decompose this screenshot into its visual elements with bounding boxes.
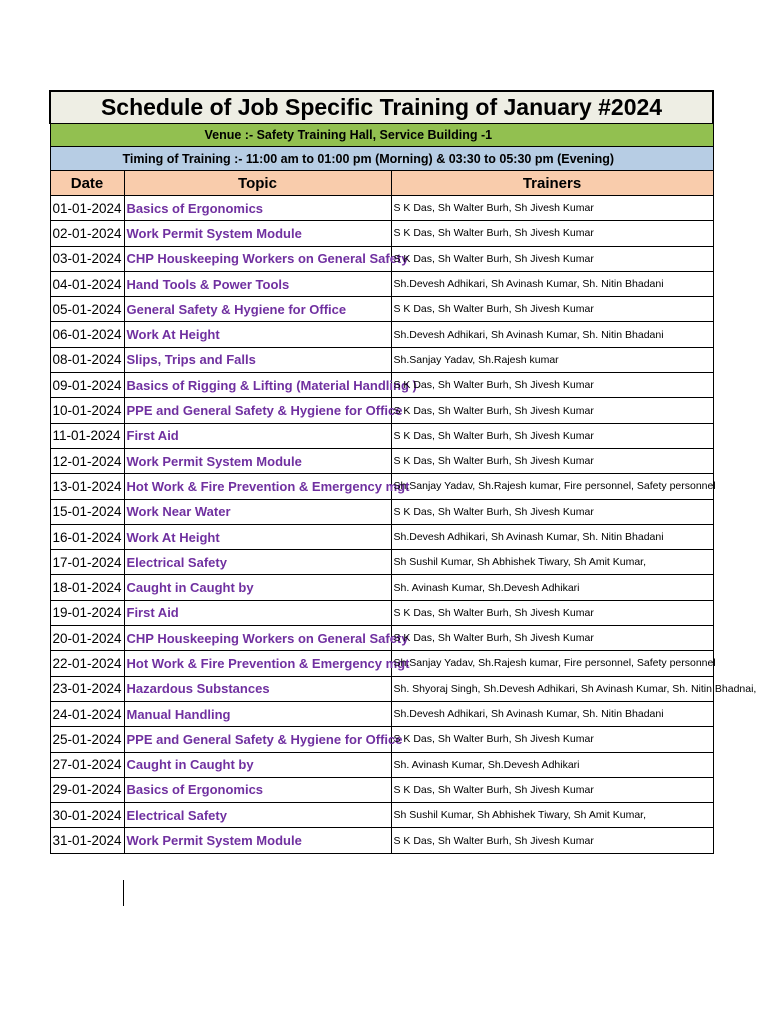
date-cell: 12-01-2024 xyxy=(50,448,124,473)
trainers-cell: S K Das, Sh Walter Burh, Sh Jivesh Kumar xyxy=(391,196,713,221)
trainers-cell: Sh.Devesh Adhikari, Sh Avinash Kumar, Sh. Nitin Bhadani xyxy=(391,524,713,549)
table-row xyxy=(50,271,713,296)
trainers-cell: S K Das, Sh Walter Burh, Sh Jivesh Kumar xyxy=(391,246,713,271)
topic-cell: Work At Height xyxy=(124,524,391,549)
topic-cell: Work Permit System Module xyxy=(124,828,391,853)
table-row xyxy=(50,651,713,676)
table-row xyxy=(50,626,713,651)
topic-cell: General Safety & Hygiene for Office xyxy=(124,297,391,322)
trainers-cell: S K Das, Sh Walter Burh, Sh Jivesh Kumar xyxy=(391,221,713,246)
timing-text: Timing of Training :- 11:00 am to 01:00 pm (Morning) & 03:30 to 05:30 pm (Evening) xyxy=(50,147,713,171)
trainers-cell: S K Das, Sh Walter Burh, Sh Jivesh Kumar xyxy=(391,777,713,802)
topic-cell: Manual Handling xyxy=(124,701,391,726)
date-cell: 04-01-2024 xyxy=(50,271,124,296)
date-header: Date xyxy=(50,171,124,196)
trainers-cell: Sh.Sanjay Yadav, Sh.Rajesh kumar xyxy=(391,347,713,372)
trainers-cell: S K Das, Sh Walter Burh, Sh Jivesh Kumar xyxy=(391,626,713,651)
table-row xyxy=(50,221,713,246)
table-row xyxy=(50,676,713,701)
table-row xyxy=(50,752,713,777)
topic-cell: Hand Tools & Power Tools xyxy=(124,271,391,296)
date-cell: 01-01-2024 xyxy=(50,196,124,221)
date-cell: 08-01-2024 xyxy=(50,347,124,372)
table-row xyxy=(50,524,713,549)
schedule-table-body xyxy=(50,91,757,853)
table-row xyxy=(50,474,713,499)
trainers-cell: S K Das, Sh Walter Burh, Sh Jivesh Kumar xyxy=(391,727,713,752)
title-row xyxy=(50,91,713,124)
date-cell: 27-01-2024 xyxy=(50,752,124,777)
table-row xyxy=(50,803,713,828)
trainers-cell: Sh.Sanjay Yadav, Sh.Rajesh kumar, Fire personnel, Safety personnel xyxy=(391,474,713,499)
date-cell: 17-01-2024 xyxy=(50,550,124,575)
trainers-cell: S K Das, Sh Walter Burh, Sh Jivesh Kumar xyxy=(391,373,713,398)
venue-text: Venue :- Safety Training Hall, Service Building -1 xyxy=(50,124,713,147)
table-row xyxy=(50,828,713,853)
date-cell: 29-01-2024 xyxy=(50,777,124,802)
date-cell: 31-01-2024 xyxy=(50,828,124,853)
topic-cell: Hot Work & Fire Prevention & Emergency mgt xyxy=(124,651,391,676)
date-cell: 30-01-2024 xyxy=(50,803,124,828)
topic-cell: Hot Work & Fire Prevention & Emergency mgt xyxy=(124,474,391,499)
topic-cell: Work Permit System Module xyxy=(124,448,391,473)
topic-cell: Caught in Caught by xyxy=(124,752,391,777)
date-cell: 16-01-2024 xyxy=(50,524,124,549)
trainers-cell: S K Das, Sh Walter Burh, Sh Jivesh Kumar xyxy=(391,499,713,524)
topic-cell: Electrical Safety xyxy=(124,550,391,575)
trainers-cell: Sh. Shyoraj Singh, Sh.Devesh Adhikari, Sh Avinash Kumar, Sh. Nitin Bhadnai, xyxy=(391,676,713,701)
table-row xyxy=(50,499,713,524)
trainers-cell: S K Das, Sh Walter Burh, Sh Jivesh Kumar xyxy=(391,828,713,853)
topic-cell: Work At Height xyxy=(124,322,391,347)
trainers-cell: S K Das, Sh Walter Burh, Sh Jivesh Kumar xyxy=(391,398,713,423)
trainers-cell: S K Das, Sh Walter Burh, Sh Jivesh Kumar xyxy=(391,600,713,625)
trainers-cell: Sh. Avinash Kumar, Sh.Devesh Adhikari xyxy=(391,575,713,600)
date-cell: 05-01-2024 xyxy=(50,297,124,322)
column-header-row xyxy=(50,171,713,196)
topic-cell: First Aid xyxy=(124,423,391,448)
date-cell: 02-01-2024 xyxy=(50,221,124,246)
topic-cell: Work Near Water xyxy=(124,499,391,524)
table-row xyxy=(50,246,713,271)
table-row xyxy=(50,322,713,347)
timing-row xyxy=(50,147,713,171)
trainers-cell: Sh Sushil Kumar, Sh Abhishek Tiwary, Sh Amit Kumar, xyxy=(391,803,713,828)
topic-cell: Electrical Safety xyxy=(124,803,391,828)
topic-cell: Basics of Rigging & Lifting (Material Handling ) xyxy=(124,373,391,398)
date-cell: 13-01-2024 xyxy=(50,474,124,499)
date-cell: 22-01-2024 xyxy=(50,651,124,676)
table-row xyxy=(50,297,713,322)
page-title: Schedule of Job Specific Training of January #2024 xyxy=(50,91,713,124)
date-cell: 03-01-2024 xyxy=(50,246,124,271)
table-row xyxy=(50,196,713,221)
table-row xyxy=(50,398,713,423)
table-row xyxy=(50,448,713,473)
topic-cell: PPE and General Safety & Hygiene for Office xyxy=(124,727,391,752)
date-cell: 23-01-2024 xyxy=(50,676,124,701)
table-row xyxy=(50,373,713,398)
topic-cell: Work Permit System Module xyxy=(124,221,391,246)
schedule-sheet xyxy=(49,90,757,854)
date-cell: 10-01-2024 xyxy=(50,398,124,423)
table-row xyxy=(50,347,713,372)
date-cell: 15-01-2024 xyxy=(50,499,124,524)
trainers-cell: Sh.Sanjay Yadav, Sh.Rajesh kumar, Fire personnel, Safety personnel xyxy=(391,651,713,676)
topic-cell: Basics of Ergonomics xyxy=(124,777,391,802)
date-cell: 20-01-2024 xyxy=(50,626,124,651)
topic-cell: Slips, Trips and Falls xyxy=(124,347,391,372)
text-cursor xyxy=(123,880,124,906)
topic-cell: PPE and General Safety & Hygiene for Office xyxy=(124,398,391,423)
date-cell: 25-01-2024 xyxy=(50,727,124,752)
trainers-cell: Sh.Devesh Adhikari, Sh Avinash Kumar, Sh. Nitin Bhadani xyxy=(391,701,713,726)
trainers-cell: S K Das, Sh Walter Burh, Sh Jivesh Kumar xyxy=(391,448,713,473)
topic-cell: CHP Houskeeping Workers on General Safety xyxy=(124,626,391,651)
trainers-header: Trainers xyxy=(391,171,713,196)
date-cell: 19-01-2024 xyxy=(50,600,124,625)
topic-cell: Basics of Ergonomics xyxy=(124,196,391,221)
date-cell: 06-01-2024 xyxy=(50,322,124,347)
table-row xyxy=(50,550,713,575)
trainers-cell: Sh.Devesh Adhikari, Sh Avinash Kumar, Sh. Nitin Bhadani xyxy=(391,271,713,296)
trainers-cell: Sh. Avinash Kumar, Sh.Devesh Adhikari xyxy=(391,752,713,777)
topic-header: Topic xyxy=(124,171,391,196)
topic-cell: First Aid xyxy=(124,600,391,625)
table-row xyxy=(50,777,713,802)
topic-cell: CHP Houskeeping Workers on General Safety xyxy=(124,246,391,271)
date-cell: 11-01-2024 xyxy=(50,423,124,448)
topic-cell: Caught in Caught by xyxy=(124,575,391,600)
table-row xyxy=(50,701,713,726)
date-cell: 24-01-2024 xyxy=(50,701,124,726)
table-row xyxy=(50,423,713,448)
trainers-cell: S K Das, Sh Walter Burh, Sh Jivesh Kumar xyxy=(391,423,713,448)
trainers-cell: S K Das, Sh Walter Burh, Sh Jivesh Kumar xyxy=(391,297,713,322)
table-row xyxy=(50,727,713,752)
date-cell: 18-01-2024 xyxy=(50,575,124,600)
schedule-table xyxy=(49,90,757,854)
venue-row xyxy=(50,124,713,147)
trainers-cell: Sh Sushil Kumar, Sh Abhishek Tiwary, Sh Amit Kumar, xyxy=(391,550,713,575)
topic-cell: Hazardous Substances xyxy=(124,676,391,701)
date-cell: 09-01-2024 xyxy=(50,373,124,398)
trainers-cell: Sh.Devesh Adhikari, Sh Avinash Kumar, Sh. Nitin Bhadani xyxy=(391,322,713,347)
table-row xyxy=(50,600,713,625)
table-row xyxy=(50,575,713,600)
